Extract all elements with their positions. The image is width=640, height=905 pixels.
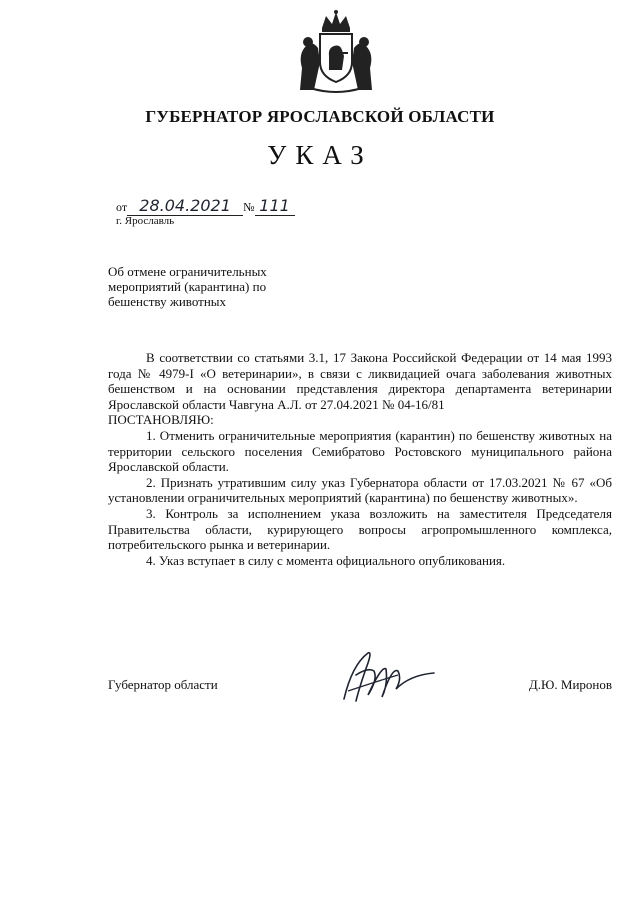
date-prefix: от <box>116 200 128 214</box>
handwritten-signature <box>338 645 438 705</box>
signatory-name: Д.Ю. Миронов <box>528 677 612 692</box>
organization-title: ГУБЕРНАТОР ЯРОСЛАВСКОЙ ОБЛАСТИ <box>145 107 495 126</box>
decree-subject: Об отмене ограничительных мероприятий (карантина) по бешенству животных <box>108 264 267 309</box>
decree-item: 1. Отменить ограничительные мероприятия (карантин) по бешенству животных на территории сельского поселения Семибратово Ростовского муниципального района Ярославской области. <box>108 427 612 475</box>
signatory-position: Губернатор области <box>108 677 218 692</box>
resolve-heading: ПОСТАНОВЛЯЮ: <box>108 412 214 428</box>
decree-item: 2. Признать утратившим силу указ Губернатора области от 17.03.2021 № 67 «Об установлении ограничительных мероприятий (карантина) по бешенству животных». <box>108 474 612 506</box>
date-number-line <box>116 196 295 216</box>
city-label: г. Ярославль <box>116 215 175 227</box>
decree-item: 3. Контроль за исполнением указа возложить на заместителя Председателя Правительства области, курирующего вопросы агропромышленного комплекса, потребительского рынка и ветеринарии. <box>108 505 612 553</box>
decree-item: 4. Указ вступает в силу с момента официального опубликования. <box>146 552 506 568</box>
preamble-paragraph: В соответствии со статьями 3.1, 17 Закона Российской Федерации от 14 мая 1993 года № 4979-I «О ветеринарии», в связи с ликвидацией очага заболевания животных бешенством и на основании представления директора департамента ветеринарии Ярославской области Чавгуна А.Л. от 27.04.2021 № 04-16/81 <box>108 350 612 412</box>
number-prefix: № <box>243 200 255 214</box>
decree-body <box>108 350 612 568</box>
yaroslavl-coat-of-arms-icon <box>292 10 380 94</box>
number-value: 111 <box>255 196 295 216</box>
date-value: 28.04.2021 <box>127 196 243 216</box>
document-type: УКАЗ <box>267 140 373 170</box>
